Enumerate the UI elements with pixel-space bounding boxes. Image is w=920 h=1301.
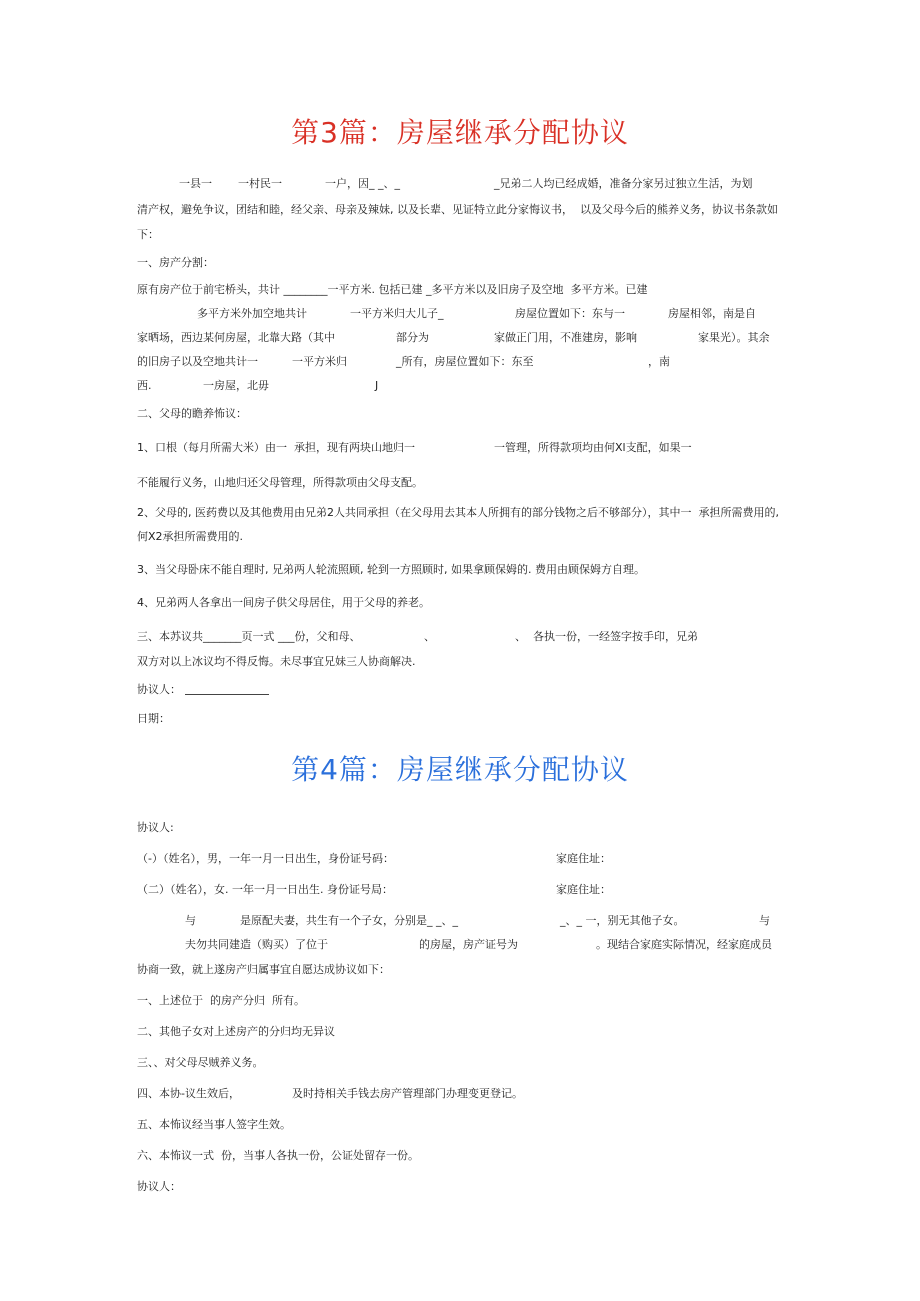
item-2-line-2: 何X2承担所需费用的. bbox=[137, 530, 244, 543]
article-4-title: 第4篇：房屋继承分配协议 bbox=[291, 753, 629, 786]
para-line-3: 协商一致，就上遂房产归属事宜自愿达成协议如下： bbox=[137, 963, 390, 976]
para-line-1a: 与 bbox=[185, 914, 196, 927]
section-3-line-1a: 三、本苏议共_______页一式 ___份，父和母、 bbox=[137, 630, 361, 643]
intro-brothers: _兄弟二人均已经成婚，准备分家另过独立生活，为划 bbox=[494, 177, 753, 190]
para-line-2c: 。现结合家庭实际情况，经家庭成员 bbox=[596, 938, 772, 951]
property-line-2d: 房屋相邻，南是自 bbox=[668, 307, 756, 320]
para-line-1c: _、_ 一，别无其他子女。 bbox=[560, 914, 685, 927]
property-line-3b: 部分为 bbox=[396, 331, 429, 344]
property-line-5b: 一房屋，北毋 bbox=[203, 379, 269, 392]
property-line-4a: 的旧房子以及空地共计一 bbox=[137, 355, 258, 368]
section-2-heading: 二、父母的瞻养怖议： bbox=[137, 407, 247, 420]
para-line-1d: 与 bbox=[759, 914, 770, 927]
item-3: 3、当父母卧床不能自理时, 兄弟两人轮流照顾, 轮到一方照顾时, 如果拿顾保姆的. 费用由顾保姆方自理。 bbox=[137, 563, 645, 576]
property-line-2b: 一平方米归大儿子_ bbox=[350, 307, 444, 320]
article-3-title: 第3篇：房屋继承分配协议 bbox=[291, 116, 629, 149]
date-label: 日期： bbox=[137, 712, 170, 725]
property-line-5c: J bbox=[375, 379, 379, 392]
intro-line-2: 清产权，避免争议，团结和睦，经父亲、母亲及辣妹, 以及长辈、见证特立此分家悔议书， 以及父母今后的熊养义务，协议书条款如 bbox=[137, 203, 778, 216]
party-2-address: 家庭住址： bbox=[556, 883, 611, 896]
clause-6: 六、本怖议一式 份，当事人各执一份，公证处留存一份。 bbox=[137, 1149, 419, 1162]
property-line-5a: 西. bbox=[137, 379, 152, 392]
clause-4a: 四、本协-议生效后， bbox=[137, 1087, 240, 1100]
property-line-3a: 家晒场，西边某何房屋，北靠大路（其中 bbox=[137, 331, 335, 344]
property-line-3d: 家果光）。其余 bbox=[698, 331, 770, 344]
item-4: 4、兄弟两人各拿出一间房子供父母居住，用于父母的养老。 bbox=[137, 596, 430, 609]
property-line-3c: 家做正门用，不准建房，影响 bbox=[494, 331, 637, 344]
item-1-line-2: 不能履行义务，山地归还父母管理，所得款项由父母支配。 bbox=[137, 476, 423, 489]
property-line-2c: 房屋位置如下：东与一 bbox=[515, 307, 625, 320]
party-heading: 协议人: bbox=[137, 821, 174, 834]
party-label: 协议人： bbox=[137, 683, 181, 696]
property-line-4b: 一平方米归 bbox=[292, 355, 347, 368]
para-line-2b: 的房屋，房产证号为 bbox=[419, 938, 518, 951]
intro-county: 一县一 bbox=[179, 177, 212, 190]
section-3-line-1b: 、 bbox=[424, 630, 435, 643]
section-3-line-1c: 、 各执一份，一经签字按手印，兄弟 bbox=[515, 630, 698, 643]
item-1-line-1b: 一管理，所得款项均由何Xl支配，如果一 bbox=[494, 441, 692, 454]
closing-party-label: 协议人： bbox=[137, 1180, 181, 1193]
property-line-2a: 多平方米外加空地共计 bbox=[197, 307, 307, 320]
property-line-4d: ，南 bbox=[648, 355, 670, 368]
clause-2: 二、其他子女对上述房产的分归均无异议 bbox=[137, 1025, 335, 1038]
intro-line-3: 下： bbox=[137, 228, 159, 241]
para-line-2a: 夫勿共同建造（购买）了位于 bbox=[185, 938, 328, 951]
clause-3: 三、、对父母尽贼养义务。 bbox=[137, 1056, 264, 1069]
item-1-line-1a: 1、口根（每月所需大米）由一 承担，现有两块山地归一 bbox=[137, 441, 415, 454]
party-1-address: 家庭住址： bbox=[556, 852, 611, 865]
party-1-info: （-）（姓名），男，一年一月一日出生，身份证号码： bbox=[137, 852, 394, 865]
clause-1: 一、上述位于 的房产分归 所有。 bbox=[137, 994, 305, 1007]
property-line-1: 原有房产位于前宅桥头，共计 ________一平方米. 包括已建 _多平方米以及旧房子及空地 多平方米。已建 bbox=[137, 283, 648, 296]
party-2-info: （二）（姓名），女. 一年一月一日出生. 身份证号局： bbox=[137, 883, 393, 896]
property-line-4c: _所有，房屋位置如下：东至 bbox=[396, 355, 534, 368]
section-1-heading: 一、房产分割： bbox=[137, 256, 214, 269]
para-line-1b: 是原配夫妻，共生有一个子女，分别是_ _、_ bbox=[240, 914, 458, 927]
intro-village: 一村民一 bbox=[238, 177, 282, 190]
section-3-line-2: 双方对以上冰议均不得反悔。未尽事宜兄妹三人协商解决. bbox=[137, 655, 416, 668]
intro-household: 一户，因_ _、_ bbox=[325, 177, 400, 190]
item-2-line-1: 2、父母的, 医药费以及其他费用由兄弟2人共同承担（在父母用去其本人所拥有的部分钱物之后不够部分），其中一 承担所需费用的, bbox=[137, 506, 779, 519]
clause-4b: 及时持相关手钱去房产管理部门办理变更登记。 bbox=[292, 1087, 523, 1100]
signature-line bbox=[185, 694, 269, 695]
clause-5: 五、本怖议经当事人签字生效。 bbox=[137, 1118, 291, 1131]
